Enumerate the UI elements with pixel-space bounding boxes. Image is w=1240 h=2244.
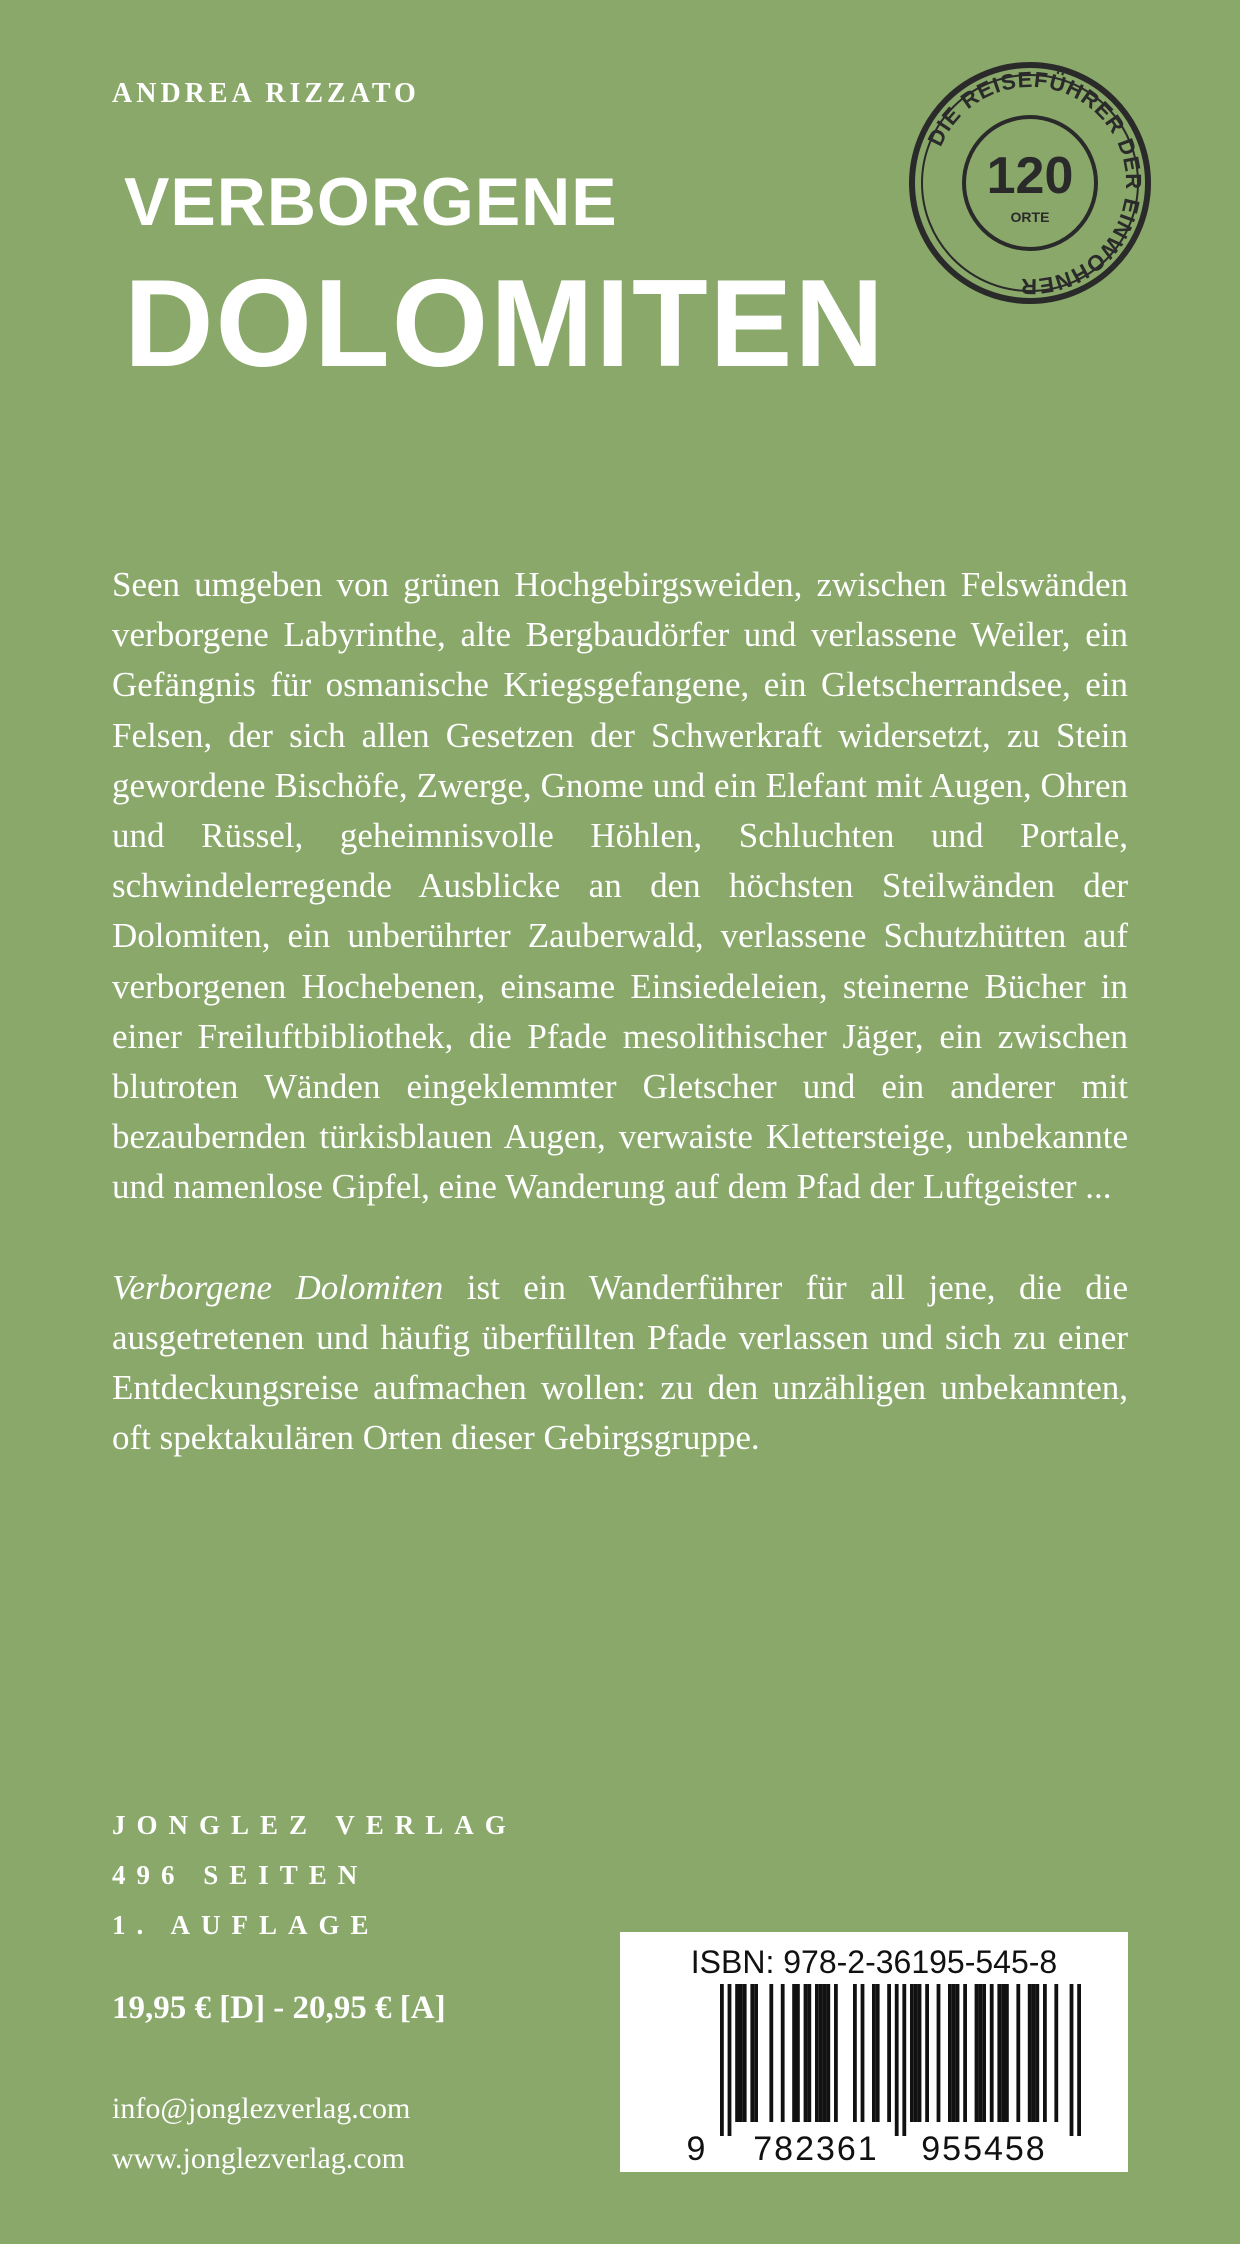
edition: 1. AUFLAGE [112, 1910, 380, 1940]
barcode [620, 1932, 1128, 2172]
barcode-bar [963, 1984, 967, 2122]
barcode-bar [937, 1984, 941, 2122]
barcode-bar [826, 1984, 830, 2122]
title-line-1: VERBORGENE [124, 164, 618, 240]
barcode-bar [997, 1984, 1001, 2122]
barcode-bar [1070, 1984, 1074, 2136]
barcode-bar [1016, 1984, 1020, 2122]
barcode-bar [1005, 1984, 1009, 2122]
author-name: ANDREA RIZZATO [112, 78, 420, 109]
barcode-bar [769, 1984, 773, 2122]
page-count: 496 SEITEN [112, 1860, 369, 1890]
barcode-bar [982, 1984, 986, 2122]
stamp-label: ORTE [1010, 209, 1050, 225]
barcode-bar [887, 1984, 891, 2122]
barcode-bar [872, 1984, 876, 2122]
barcode-bar [978, 1984, 982, 2122]
barcode-bar [975, 1984, 979, 2122]
barcode-bar [1035, 1984, 1039, 2122]
barcode-bar [925, 1984, 929, 2122]
barcode-bar [815, 1984, 819, 2122]
barcode-bar [853, 1984, 857, 2122]
barcode-bar [1043, 1984, 1047, 2122]
barcode-bar [750, 1984, 754, 2122]
description-paragraph-1: Seen umgeben von grünen Hochgebirgsweiden, zwischen Felswänden verborgene Labyrinthe, alte Bergbaudörfer und verlassene Weiler, ein Gefängnis für osmanische Kriegsgefangene, ein Gletscherrandsee, ein Felsen, der sich allen Gesetzen der Schwerkraft widersetzt, zu Stein gewordene Bischöfe, Zwerge, Gnome und ein Elefant mit Augen, Ohren und Rüssel, geheimnisvolle Höhlen, Schluchten und Portale, schwindelerregende Ausblicke an den höchsten Steilwänden der Dolomiten, ein unberührter Zauberwald, verlassene Schutzhütten auf verborgenen Hochebenen, einsame Einsiedeleien, steinerne Bücher in einer Freiluftbibliothek, die Pfade mesolithischer Jäger, ein zwischen blutroten Wänden eingeklemmter Gletscher und ein anderer mit bezaubernden türkisblauen Augen, verwaiste Klettersteige, unbekannte und namenlose Gipfel, eine Wanderung auf dem Pfad der Luftgeister ... [112, 565, 1128, 1207]
website-link[interactable]: www.jonglezverlag.com [112, 2142, 405, 2175]
barcode-bar [743, 1984, 747, 2122]
stamp-count: 120 [986, 147, 1074, 205]
barcode-bar [754, 1984, 758, 2122]
price: 19,95 € [D] - 20,95 € [A] [112, 1990, 446, 2026]
barcode-digits-right: 955458 [921, 2130, 1047, 2168]
barcode-bar [1001, 1984, 1005, 2122]
barcode-bar [956, 1984, 960, 2122]
barcode-bar [728, 1984, 732, 2136]
barcode-bar [990, 1984, 994, 2122]
description-paragraph-2-text: ist ein Wanderführer für all jene, die die ausgetretenen und häufig überfüllten Pfade verlassen und sich zu einer Entdeckungsreise aufmachen wollen: zu den unzähligen unbekannten, oft spektakulären Orten dieser Gebirgsgruppe. [112, 1267, 1128, 1458]
barcode-bar [792, 1984, 796, 2122]
barcode-bar [1054, 1984, 1058, 2122]
barcode-bar [952, 1984, 956, 2122]
barcode-digits-left: 782361 [753, 2130, 879, 2168]
barcode-bar [823, 1984, 827, 2122]
barcode-bar [819, 1984, 823, 2122]
description [112, 560, 1128, 1463]
barcode-bar [720, 1984, 724, 2136]
barcode-bar [796, 1984, 800, 2122]
publisher: JONGLEZ VERLAG [112, 1810, 517, 1840]
barcode-bar [834, 1984, 838, 2122]
barcode-bar [918, 1984, 922, 2122]
barcode-bar [1032, 1984, 1036, 2122]
stamp-seal [905, 58, 1155, 308]
barcode-bar [804, 1984, 808, 2122]
barcode-bar [948, 1984, 952, 2122]
barcode-bar [807, 1984, 811, 2122]
barcode-bar [876, 1984, 880, 2122]
barcode-bar [895, 1984, 899, 2136]
stamp-ring-text: DIE REISEFÜHRER DER EINWOHNER [922, 66, 1147, 300]
barcode-bar [1077, 1984, 1081, 2136]
description-paragraph-2 [112, 1263, 1128, 1464]
barcode-bar [914, 1984, 918, 2122]
barcode-bar [1028, 1984, 1032, 2122]
barcode-panel [620, 1932, 1128, 2172]
barcode-bar [902, 1984, 906, 2136]
barcode-digit-first: 9 [686, 2130, 706, 2168]
email-link[interactable]: info@jonglezverlag.com [112, 2092, 411, 2125]
barcode-bar [735, 1984, 739, 2122]
barcode-bar [739, 1984, 743, 2122]
isbn-label: ISBN: 978-2-36195-545-8 [690, 1944, 1058, 1980]
barcode-bar [910, 1984, 914, 2122]
description-title-italic: Verborgene Dolomiten [112, 1267, 444, 1307]
barcode-bar [861, 1984, 865, 2122]
title-line-2: DOLOMITEN [124, 255, 886, 393]
barcode-bar [781, 1984, 785, 2122]
